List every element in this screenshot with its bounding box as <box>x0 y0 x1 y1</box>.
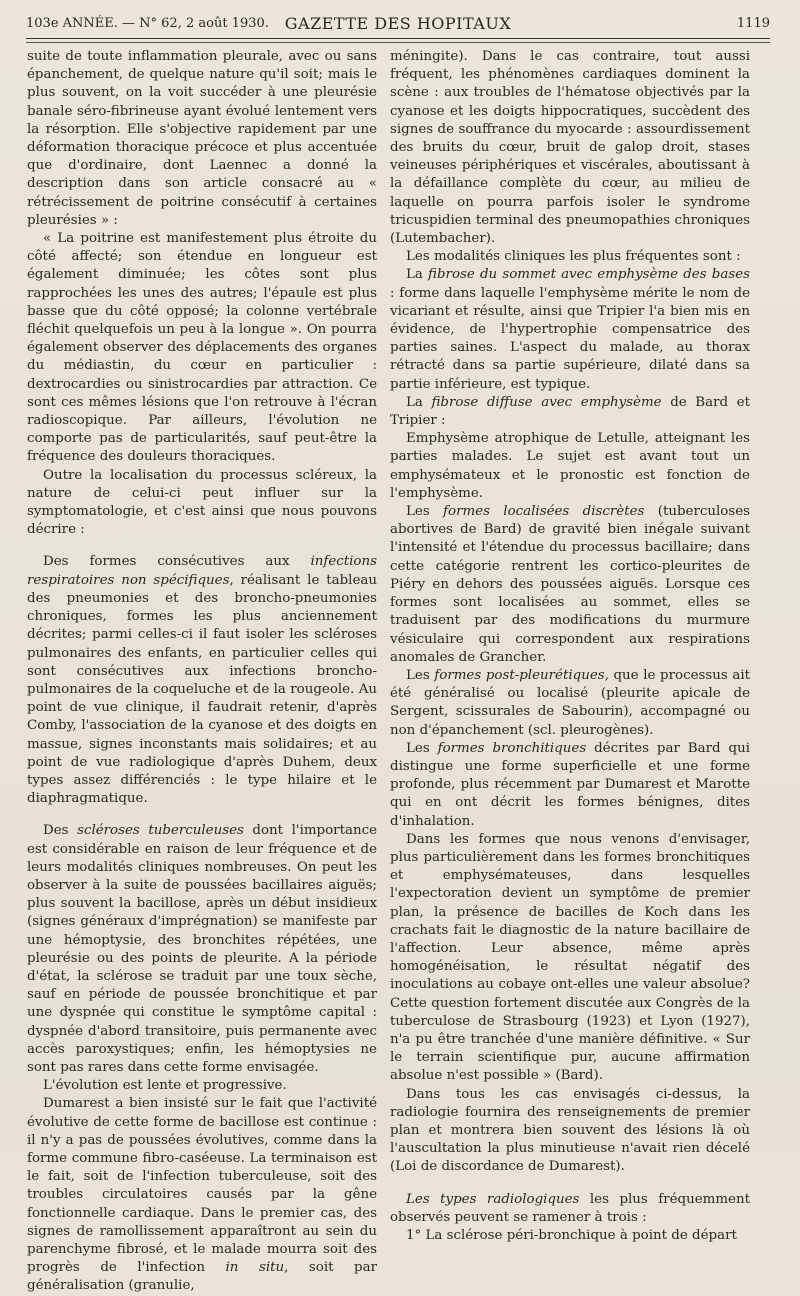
text-run: Des <box>43 823 78 839</box>
paragraph <box>27 230 377 467</box>
text-run: , que le processus ait été généralisé ou localisé (pleurite apicale de Sergent, scissurales de Sabourin), accompagné ou non d'épanchement (scl. pleurogènes). <box>390 667 750 738</box>
text-run: L'évolution est lente et progressive. <box>43 1078 287 1094</box>
text-run: Outre la localisation du processus scléreux, la nature de celui-ci peut influer sur la symptomatologie, et c'est ainsi que nous pouvons décrire : <box>27 467 377 538</box>
italic-text: scléroses tuberculeuses <box>77 823 244 839</box>
paragraph <box>27 553 377 808</box>
paragraph <box>390 430 750 503</box>
paragraph <box>390 1227 750 1245</box>
text-run: suite de toute inflammation pleurale, avec ou sans épanchement, de quelque nature qu'il soit; mais le plus souvent, on la voit succéder à une pleurésie banale séro-fibrineuse ayant évolué lentement vers la résorption. Elle s'objective rapidement par une déformation thoracique précoce et plus accentuée que d'ordinaire, dont Laennec a donné la description dans son article consacré au « rétrécissement de poitrine consécutif à certaines pleurésies » : <box>27 49 377 228</box>
paragraph <box>390 48 750 248</box>
paragraph <box>27 467 377 540</box>
italic-text: infections respiratoires non spécifiques <box>27 554 377 588</box>
paragraph <box>390 503 750 667</box>
text-run: Les <box>406 740 438 756</box>
text-run: La <box>406 394 432 410</box>
right-column <box>390 48 750 1245</box>
paragraph <box>390 1191 750 1227</box>
left-column <box>27 48 377 1296</box>
italic-text: formes localisées discrètes <box>443 504 645 520</box>
page-header <box>26 10 770 40</box>
text-run: « La poitrine est manifestement plus étroite du côté affecté; son étendue en longueur est également diminuée; les côtes sont plus rapprochées les unes des autres; l'épaule est plus basse que du côté opposé; la colonne vertébrale fléchit quelquefois un peu à la longue ». On pourra également observer des déplacements des organes du médiastin, du cœur en particulier : dextrocardies ou sinistrocardies par attraction. Ce sont ces mêmes lésions que l'on retrouve à l'écran radioscopique. Par ailleurs, l'évolution ne comporte pas de particularités, sauf peut-être la fréquence des douleurs thoraciques. <box>27 231 377 465</box>
paragraph <box>390 248 750 266</box>
paragraph <box>27 822 377 1077</box>
text-run: Emphysème atrophique de Letulle, atteignant les parties malades. Le sujet est avant tout un emphysémateux et le pronostic est fonction de l'emphysème. <box>390 431 750 501</box>
italic-text: formes post-pleurétiques <box>434 667 605 683</box>
text-run: Les modalités cliniques les plus fréquentes sont : <box>406 249 741 265</box>
text-run: méningite). Dans le cas contraire, tout aussi fréquent, les phénomènes cardiaques dominent la scène : aux troubles de l'hématose objectivés par la cyanose et les doigts hippocratiques, succèdent des signes de souffrance du myocarde : assourdissement des bruits du cœur, bruit de galop droit, stases veineuses périphériques et viscérales, aboutissant à la défaillance complète du cœur, au milieu de laquelle on pourra parfois isoler le syndrome tricuspidien terminal des pneumopathies chroniques (Lutembacher). <box>390 49 750 247</box>
paragraph <box>27 48 377 230</box>
text-run: Les <box>406 504 444 520</box>
paragraph <box>390 394 750 430</box>
text-run: , réalisant le tableau des pneumonies et des broncho-pneumonies chroniques, formes les plus anciennement décrites; parmi celles-ci il faut isoler les scléroses pulmonaires des enfants, en particulier celles qui sont consécutives aux infections broncho-pulmonaires de la coqueluche et de la rougeole. Au point de vue clinique, il faudrait retenir, d'après Comby, l'association de la cyanose et des doigts en massue, signes inconstants mais solidaires; et au point de vue radiologique d'après Duhem, deux types assez différenciés : le type hilaire et le diaphragmatique. <box>27 572 377 807</box>
paragraph <box>390 740 750 831</box>
paragraph <box>390 266 750 393</box>
issue-line: 103e ANNÉE. — N° 62, 2 août 1930. <box>26 16 269 31</box>
header-rule-thin <box>26 42 770 43</box>
italic-text: fibrose diffuse avec emphysème <box>431 394 662 410</box>
header-rule-thick <box>26 38 770 39</box>
paragraph <box>27 1095 377 1295</box>
text-run: La <box>406 267 429 283</box>
text-run: dont l'importance est considérable en raison de leur fréquence et de leurs modalités cliniques nombreuses. On peut les observer à la suite de poussées bacillaires aiguës; plus souvent la bacillose, après un début insidieux (signes généraux d'imprégnation) se manifeste par une hémoptysie, des bronchites répétées, une pleurésie ou des points de pleurite. A la période d'état, la sclérose se traduit par une toux sèche, sauf en période de poussée bronchitique et par une dyspnée qui constitue le symptôme capital : dyspnée d'abord transitoire, puis permanente avec accès paroxystiques; enfin, les hémoptysies ne sont pas rares dans cette forme envisagée. <box>27 823 377 1075</box>
text-run: (tuberculoses abortives de Bard) de gravité bien inégale suivant l'intensité et l'étendue du processus bacillaire; dans cette catégorie rentrent les cortico-pleurites de Piéry en dehors des poussées aiguës. Lorsque ces formes sont localisées au sommet, elles se traduisent par des modifications du murmure vésiculaire qui correspondent aux respirations anomales de Grancher. <box>390 504 750 665</box>
page-number: 1119 <box>736 16 770 31</box>
text-run: Dumarest a bien insisté sur le fait que l'activité évolutive de cette forme de bacillose est continue : il n'y a pas de poussées évolutives, comme dans la forme commune fibro-caséeuse. La terminaison est le fait, soit de l'infection tuberculeuse, soit des troubles circulatoires causés par la gêne fonctionnelle cardiaque. Dans le premier cas, des signes de ramollissement apparaîtront au sein du parenchyme fibrosé, et le malade mourra soit des progrès de l'infection <box>27 1096 377 1276</box>
text-run: de Bard et Tripier : <box>390 394 750 429</box>
text-run: , soit par généralisation (granulie, <box>27 1260 378 1294</box>
italic-text: fibrose du sommet avec emphysème des bases <box>428 267 750 283</box>
text-run: Des formes consécutives aux <box>43 554 311 570</box>
text-run: décrites par Bard qui distingue une forme superficielle et une forme profonde, plus récemment par Dumarest et Marotte qui en ont décrit les formes bénignes, dites d'inhalation. <box>390 740 750 829</box>
text-run: : forme dans laquelle l'emphysème mérite le nom de vicariant et résulte, ainsi que Tripier l'a bien mis en évidence, de l'hypertrophie compensatrice des parties saines. L'aspect du malade, au thorax rétracté dans sa partie supérieure, dilaté dans sa partie inférieure, est typique. <box>390 285 750 392</box>
paragraph <box>27 1077 377 1095</box>
paragraph <box>390 667 750 740</box>
italic-text: in situ <box>225 1260 285 1276</box>
text-run: Dans les formes que nous venons d'envisager, plus particulièrement dans les formes bronchitiques et emphysémateuses, dans lesquelles l'expectoration devient un symptôme de premier plan, la présence de bacilles de Koch dans les crachats fait le diagnostic de la nature bacillaire de l'affection. Leur absence, même après homogénéisation, le résultat négatif des inoculations au cobaye ont-elles une valeur absolue? Cette question fortement discutée aux Congrès de la tuberculose de Strasbourg (1923) et Lyon (1927), n'a pu être tranchée d'une manière définitive. « Sur le terrain scientifique pur, aucune affirmation absolue n'est possible » (Bard). <box>390 831 750 1084</box>
journal-title: GAZETTE DES HOPITAUX <box>284 14 512 33</box>
paragraph <box>390 1086 750 1177</box>
italic-text: formes bronchitiques <box>437 740 587 756</box>
paragraph <box>390 831 750 1086</box>
italic-text: Les types radiologiques <box>406 1191 580 1207</box>
text-run: les plus fréquemment observés peuvent se ramener à trois : <box>390 1191 750 1225</box>
text-run: Dans tous les cas envisagés ci-dessus, la radiologie fournira des renseignements de premier plan et montrera bien souvent des lésions là où l'auscultation la plus minutieuse n'avait rien décelé (Loi de discordance de Dumarest). <box>390 1086 750 1175</box>
text-run: 1° La sclérose péri-bronchique à point de départ <box>406 1228 737 1243</box>
text-run: Les <box>406 667 435 683</box>
